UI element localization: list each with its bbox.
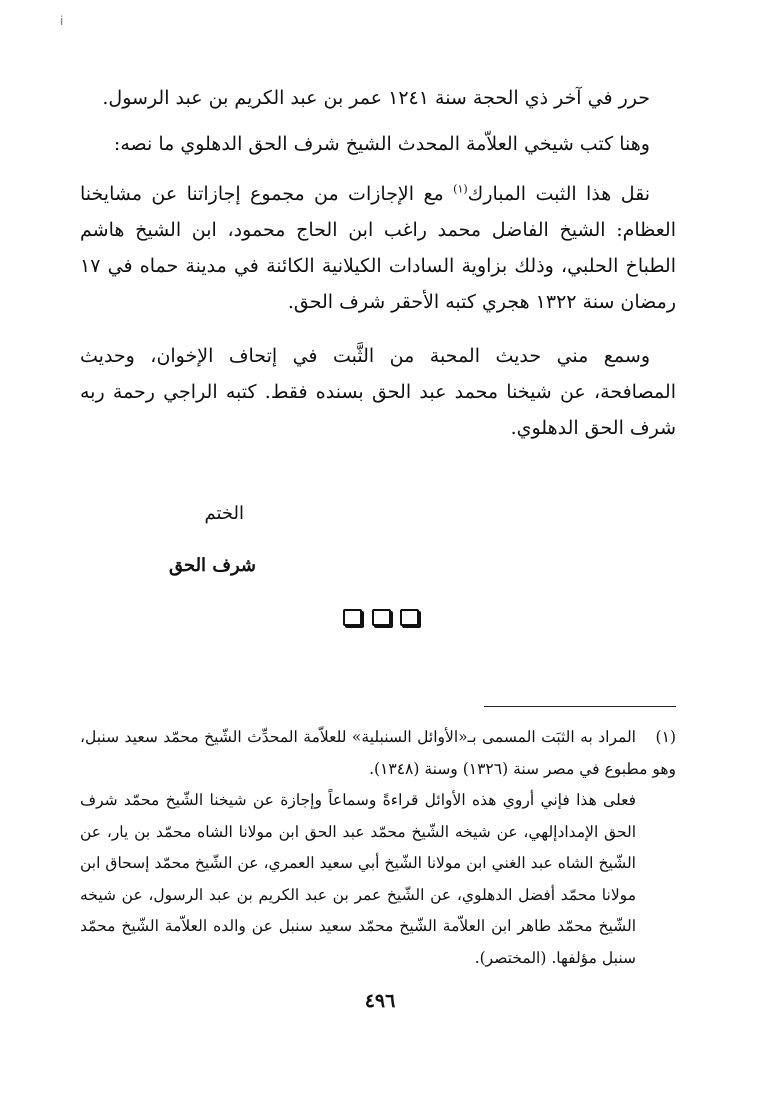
footnote-line-1	[80, 722, 676, 785]
footnote-number: (١)	[655, 728, 676, 746]
paragraph-4: وسمع مني حديث المحبة من الثَّبت في إتحاف الإخوان، وحديث المصافحة، عن شيخنا محمد عبد الحق بسنده فقط. كتبه الراجي رحمة ربه شرف الحق الدهلوي.	[80, 345, 676, 439]
section-end-ornament	[343, 609, 419, 629]
paragraph-3	[80, 176, 676, 320]
paragraph-2: وهنا كتب شيخي العلاّمة المحدث الشيخ شرف الحق الدهلوي ما نصه:	[113, 133, 650, 155]
ornament-box-icon	[343, 609, 362, 626]
seal-name: شرف الحق	[168, 555, 256, 576]
corner-mark: ⅰ	[60, 14, 64, 28]
paragraph-1: حرر في آخر ذي الحجة سنة ١٢٤١ عمر بن عبد الكريم بن عبد الرسول.	[102, 87, 650, 109]
page-number: ٤٩٦	[364, 990, 396, 1012]
paragraph-3-rest: مع الإجازات من مجموع إجازاتنا عن مشايخنا العظام: الشيخ الفاضل محمد راغب ابن الحاج محمود، ابن الشيخ هاشم الطباخ الحلبي، وذلك بزاوية السادات الكيلانية الكائنة في مدينة حماه في ١٧ رمضان سنة ١٣٢٢ هجري كتبه الأحقر شرف الحق.	[80, 183, 676, 313]
footnote	[80, 722, 676, 974]
footnote-line-2: فعلى هذا فإني أروي هذه الأوائل قراءةً وسماعاً وإجازة عن شيخنا الشّيخ محمّد شرف الحق الإمدادإلهي، عن شيخه الشّيخ محمّد عبد الحق ابن مولانا الشاه محمّد بن يار، عن الشّيخ الشاه عبد الغني ابن مولانا الشّيخ أبي سعيد العمري، عن الشّيخ محمّد إسحاق ابن مولانا محمّد أفضل الدهلوي، عن الشّيخ عمر بن عبد الكريم بن عبد الرسول، عن شيخه الشّيخ محمّد طاهر ابن العلاّمة الشّيخ محمّد سعيد سنبل عن والده العلاّمة الشّيخ محمّد سنبل مؤلفها. (المختصر).	[80, 791, 636, 967]
footnote-reference[interactable]: (١)	[453, 182, 468, 196]
main-text	[80, 80, 676, 446]
seal-label: الختم	[204, 503, 244, 524]
footnote-divider	[484, 706, 676, 707]
paragraph-3-start: نقل هذا الثبت المبارك	[467, 183, 651, 205]
ornament-box-icon	[372, 609, 391, 626]
footnote-text-1: المراد به الثبَت المسمى بـ«الأوائل السنبلية» للعلاّمة المحدِّث الشّيخ محمّد سعيد سنبل، وهو مطبوع في مصر سنة (١٣٢٦) وسنة (١٣٤٨).	[80, 728, 676, 778]
ornament-box-icon	[400, 609, 419, 626]
